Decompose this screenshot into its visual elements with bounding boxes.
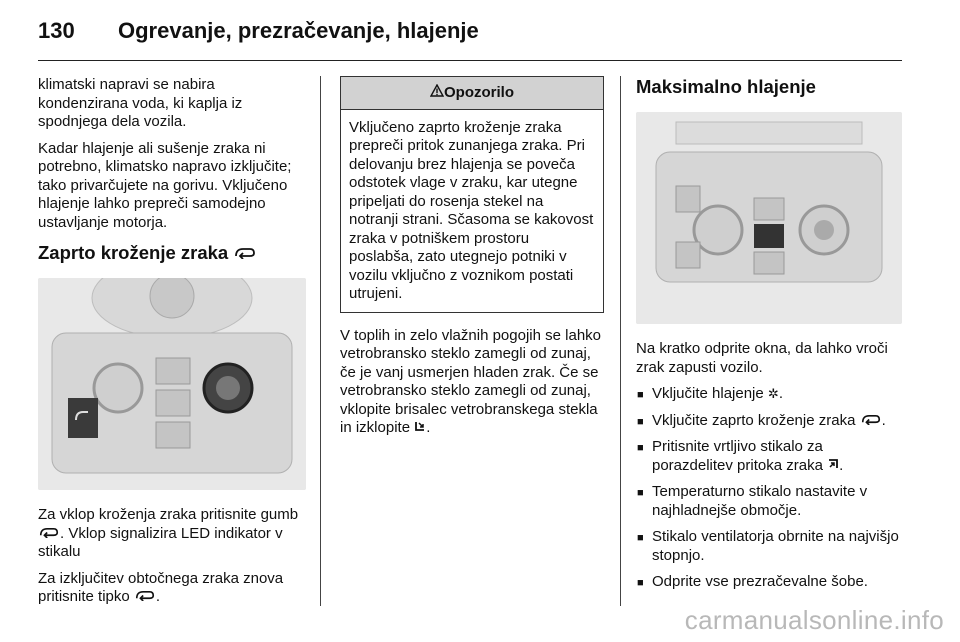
airflow-distribution-icon	[414, 420, 426, 432]
column-right	[636, 76, 904, 600]
list-item: ■ Temperaturno stikalo nastavite v najhladnejše območje.	[636, 483, 904, 520]
column-divider	[620, 76, 621, 606]
recirculation-icon	[134, 590, 156, 601]
list-item: ■ Stikalo ventilatorja obrnite na najvišjo stopnjo.	[636, 528, 904, 565]
page-title: Ogrevanje, prezračevanje, hlajenje	[118, 18, 479, 43]
column-left	[38, 76, 306, 615]
column-divider	[320, 76, 321, 606]
paragraph: V toplih in zelo vlažnih pogojih se lahko vetrobransko steklo zamegli od zunaj, če je vanj usmerjen hladen zrak. Če se vetrobransko steklo zamegli od zunaj, vklopite brisalec vetrobranskega stekla in izklopite .	[340, 326, 601, 436]
list-item: ■ Odprite vse prezračevalne šobe.	[636, 573, 904, 592]
recirculation-icon	[38, 527, 60, 538]
list-item: ■ Vključite hlajenje ✲.	[636, 385, 904, 404]
watermark: carmanualsonline.info	[684, 605, 944, 635]
steps-list	[636, 385, 904, 592]
recirculation-icon	[233, 247, 257, 259]
paragraph: Za izključitev obtočnega zraka znova pritisnite tipko .	[38, 569, 284, 605]
warning-header: Opozorilo	[341, 77, 603, 110]
page-header	[38, 14, 902, 61]
warning-body: Vključeno zaprto kroženje zraka prepreči pritok zunanjega zraka. Pri delovanju brez hlajenja se poveča odstotek vlage v zraku, kar utegne pripeljati do rosenja stekel na notranji strani. Sčasoma se kakovost zraka v potniškem prostoru poslabša, zato utegnejo potniki v vozilu vključno z voznikom postati utrujeni.	[349, 118, 594, 302]
section-heading: Maksimalno hlajenje	[636, 76, 816, 97]
warning-box	[340, 76, 604, 313]
paragraph: Na kratko odprite okna, da lahko vroči zrak zapusti vozilo.	[636, 340, 888, 376]
recirculation-icon	[860, 414, 882, 425]
paragraph: Kadar hlajenje ali sušenje zraka ni potrebno, klimatsko napravo izključite; tako privarčujete na gorivu. Vključeno hlajenje lahko prepreči samodejno ustavljanje motorja.	[38, 139, 292, 231]
list-item: ■ Pritisnite vrtljivo stikalo za porazdelitev pritoka zraka .	[636, 438, 904, 475]
list-item: ■ Vključite zaprto kroženje zraka .	[636, 412, 904, 431]
column-middle	[340, 76, 604, 446]
section-heading: Zaprto kroženje zraka	[38, 242, 306, 264]
ac-snowflake-icon: ✲	[767, 386, 779, 401]
paragraph: klimatski napravi se nabira kondenzirana voda, ki kaplja iz spodnjega dela vozila.	[38, 76, 243, 130]
climate-control-panel-image	[636, 112, 902, 324]
airflow-distribution-icon	[827, 458, 839, 470]
climate-control-panel-image	[38, 278, 306, 490]
warning-triangle-icon	[430, 84, 444, 97]
paragraph: Za vklop kroženja zraka pritisnite gumb . Vklop signalizira LED indikator v stikalu	[38, 506, 299, 560]
page-number: 130	[38, 18, 75, 43]
